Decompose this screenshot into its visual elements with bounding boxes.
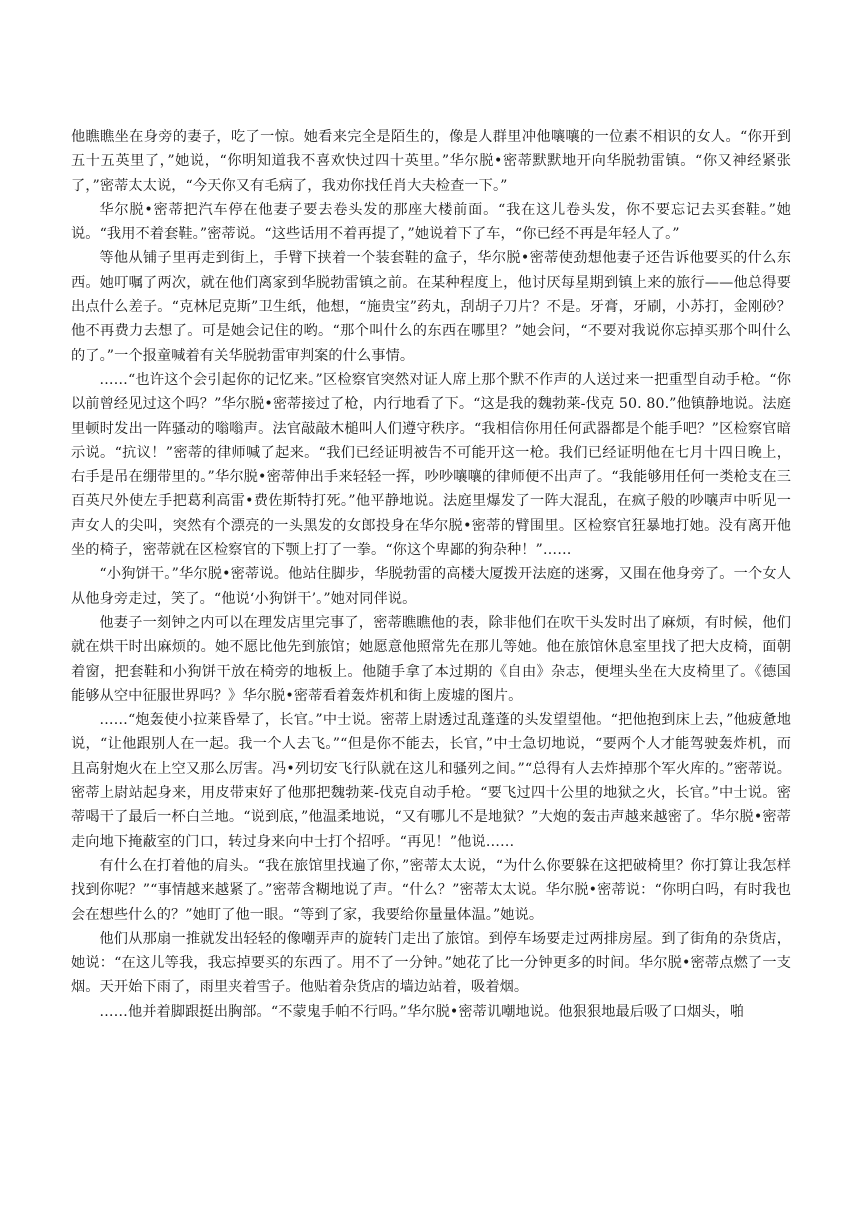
- paragraph-2: 华尔脱•密蒂把汽车停在他妻子要去卷头发的那座大楼前面。“我在这儿卷头发，你不要忘记去买套鞋。”她说。“我用不着套鞋。”密蒂说。“这些话用不着再提了，”她说着下了车，“你已经不再是年轻人了。”: [71, 201, 791, 243]
- paragraph-5: “小狗饼干。”华尔脱•密蒂说。他站住脚步，华脱勃雷的高楼大厦拨开法庭的迷雾，又围在他身旁了。一个女人从他身旁走过，笑了。“他说‘小狗饼干’。”她对同伴说。: [71, 566, 791, 607]
- paragraph-8: 有什么在打着他的肩头。“我在旅馆里找遍了你，”密蒂太太说，“为什么你要躲在这把破椅里？你打算让我怎样找到你呢？”“事情越来越紧了。”密蒂含糊地说了声。“什么？”密蒂太太说。华尔脱•密蒂说：“你明白吗，有时我也会在想些什么的？”她盯了他一眼。“等到了家，我要给你量量体温。”她说。: [71, 857, 791, 923]
- paragraph-6: 他妻子一刻钟之内可以在理发店里完事了，密蒂瞧瞧他的表，除非他们在吹干头发时出了麻烦，有时候，他们就在烘干时出麻烦的。她不愿比他先到旅馆；她愿意他照常先在那儿等她。他在旅馆休息室里找了把大皮椅，面朝着窗，把套鞋和小狗饼干放在椅旁的地板上。他随手拿了本过期的《自由》杂志，便埋头坐在大皮椅里了。《德国能够从空中征服世界吗？》华尔脱•密蒂看着轰炸机和街上废墟的图片。: [71, 614, 791, 704]
- paragraph-7: ……“炮轰使小拉莱昏晕了，长官。”中士说。密蒂上尉透过乱蓬蓬的头发望望他。“把他抱到床上去，”他疲惫地说，“让他跟别人在一起。我一个人去飞。”“但是你不能去，长官，”中士急切地说，“要两个人才能驾驶轰炸机，而且高射炮火在上空又那么厉害。冯•列切安飞行队就在这儿和骚列之间。”“总得有人去炸掉那个军火库的。”密蒂说。密蒂上尉站起身来，用皮带束好了他那把魏勃莱-伐克自动手枪。“要飞过四十公里的地狱之火，长官。”中士说。密蒂喝干了最后一杯白兰地。“说到底，”他温柔地说，“又有哪儿不是地狱？”大炮的轰击声越来越密了。华尔脱•密蒂走向地下掩蔽室的门口，转过身来向中士打个招呼。“再见！”他说……: [71, 712, 791, 850]
- paragraph-4: ……“也许这个会引起你的记忆来。”区检察官突然对证人席上那个默不作声的人送过来一把重型自动手枪。“你以前曾经见过这个吗？”华尔脱•密蒂接过了枪，内行地看了下。“这是我的魏勃莱-伐克 50. 80.”他镇静地说。法庭里顿时发出一阵骚动的嗡嗡声。法官敲敲木槌叫人们遵守秩序。“我相信你用任何武器都是个能手吧？”区检察官暗示说。“抗议！”密蒂的律师喊了起来。“我们已经证明被告不可能开这一枪。我们已经证明他在七月十四日晚上，右手是吊在绷带里的。”华尔脱•密蒂伸出手来轻轻一挥，吵吵嚷嚷的律师便不出声了。“我能够用任何一类枪支在三百英尺外使左手把葛利高雷•费佐斯特打死。”他平静地说。法庭里爆发了一阵大混乱，在疯子般的吵嚷声中听见一声女人的尖叫，突然有个漂亮的一头黑发的女郎投身在华尔脱•密蒂的臂围里。区检察官狂暴地打她。没有离开他坐的椅子，密蒂就在区检察官的下颚上打了一拳。“你这个卑鄙的狗杂种！”……: [71, 371, 791, 559]
- paragraph-1: 他瞧瞧坐在身旁的妻子，吃了一惊。她看来完全是陌生的，像是人群里冲他嚷嚷的一位素不相识的女人。“你开到五十五英里了，”她说，“你明知道我不喜欢快过四十英里。”华尔脱•密蒂默默地开向华脱勃雷镇。“你又神经紧张了，”密蒂太太说，“今天你又有毛病了，我劝你找任肖大夫检查一下。”: [71, 129, 791, 194]
- paragraph-9: 他们从那扇一推就发出轻轻的像嘲弄声的旋转门走出了旅馆。到停车场要走过两排房屋。到了街角的杂货店，她说：“在这儿等我，我忘掉要买的东西了。用不了一分钟。”她花了比一分钟更多的时间。华尔脱•密蒂点燃了一支烟。天开始下雨了，雨里夹着雪子。他贴着杂货店的墙边站着，吸着烟。: [71, 930, 791, 996]
- paragraph-3: 等他从铺子里再走到街上，手臂下挟着一个装套鞋的盒子，华尔脱•密蒂使劲想他妻子还告诉他要买的什么东西。她叮嘱了两次，就在他们离家到华脱勃雷镇之前。在某种程度上，他讨厌每星期到镇上来的旅行——他总得要出点什么差子。“克林尼克斯”卫生纸，他想，“施贵宝”药丸，刮胡子刀片？不是。牙膏，牙刷，小苏打，金刚砂？他不再费力去想了。可是她会记住的哟。“那个叫什么的东西在哪里？”她会问，“不要对我说你忘掉买那个叫什么的了。”一个报童喊着有关华脱勃雷审判案的什么事情。: [71, 250, 791, 364]
- paragraph-10: ……他并着脚跟挺出胸部。“不蒙鬼手帕不行吗。”华尔脱•密蒂讥嘲地说。他狠狠地最后吸了口烟头，啪: [99, 1003, 745, 1020]
